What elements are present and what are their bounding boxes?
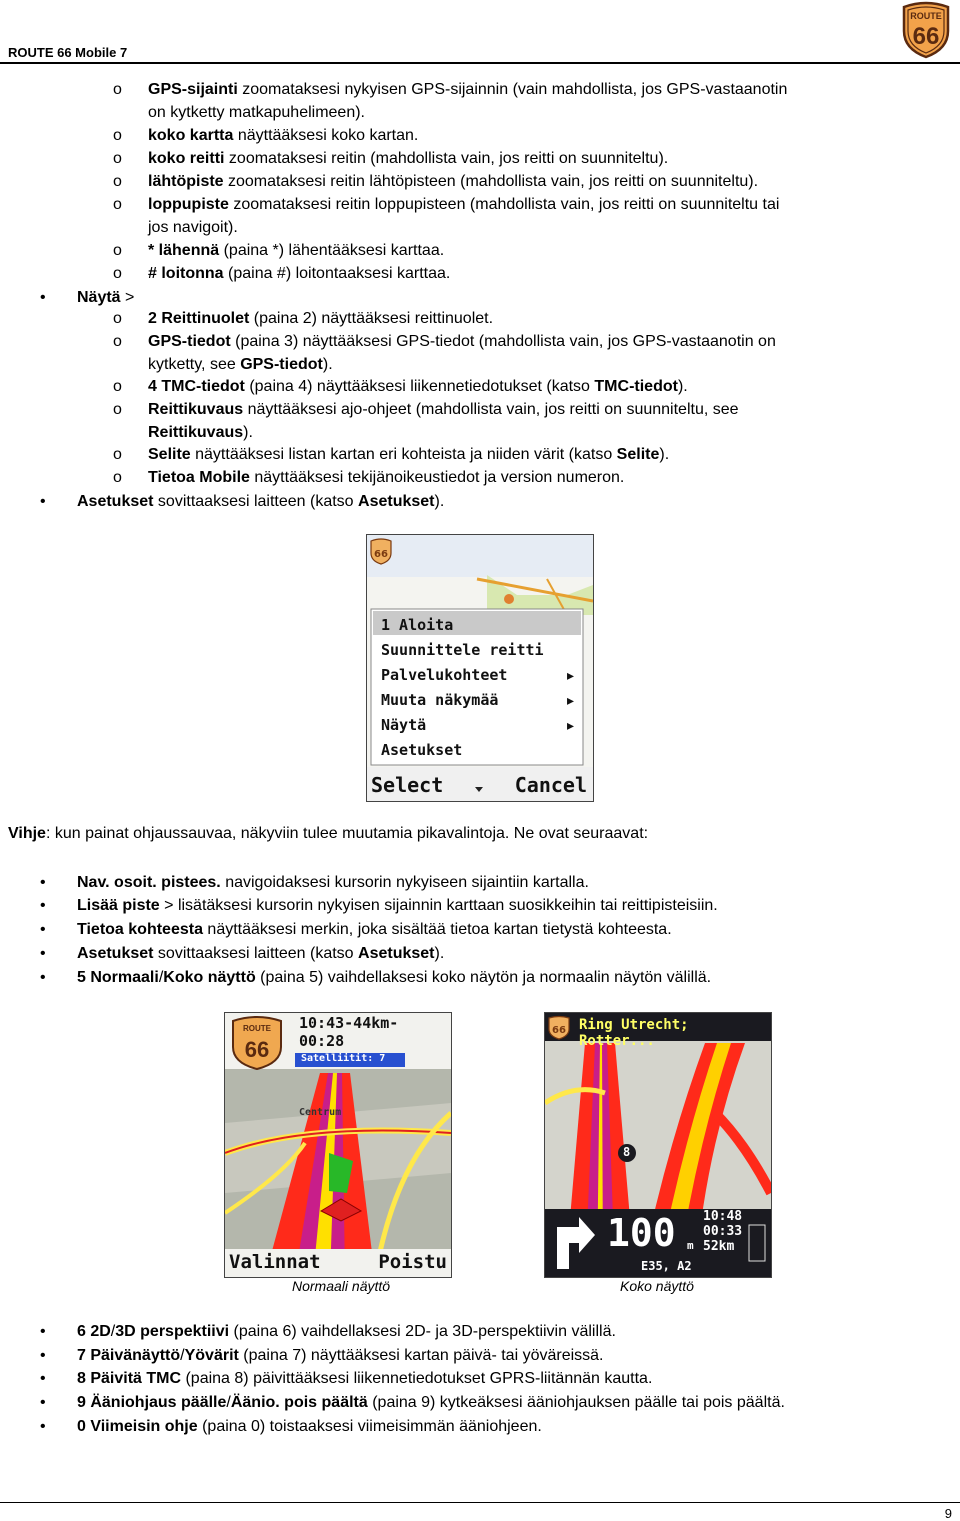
bullet: • bbox=[40, 493, 46, 510]
select-softkey[interactable]: Select bbox=[371, 773, 444, 797]
item-label: # loitonna bbox=[148, 265, 224, 282]
tip-label: Vihje bbox=[8, 825, 46, 842]
item-label: koko reitti bbox=[148, 150, 225, 167]
item-text: > lisätäksesi kursorin nykyisen sijainnin karttaan suosikkeihin tai reittipisteisiin. bbox=[159, 897, 718, 914]
item-label: Yövärit bbox=[184, 1347, 239, 1364]
badge-text: 66 bbox=[374, 549, 388, 560]
item-label: 8 Päivitä TMC bbox=[77, 1370, 182, 1387]
time-distance-readout: 10:43-44km- bbox=[299, 1014, 399, 1032]
item-label: Reittikuvaus bbox=[148, 401, 244, 418]
logo-number-text: 66 bbox=[912, 23, 940, 50]
item-text: / bbox=[158, 969, 164, 986]
bullet: • bbox=[40, 897, 46, 914]
sub-bullet: o bbox=[113, 242, 122, 259]
tip-paragraph bbox=[8, 825, 648, 843]
sub-bullet: o bbox=[113, 401, 122, 418]
satellite-count: Satelliitit: 7 bbox=[301, 1053, 386, 1064]
item-text: ). bbox=[243, 424, 253, 441]
bullet: • bbox=[40, 1323, 46, 1340]
item-label: Lisää piste bbox=[77, 897, 160, 914]
bullet: • bbox=[40, 1347, 46, 1364]
item-label: 9 Ääniohjaus päälle bbox=[77, 1394, 227, 1411]
item-label: 3D perspektiivi bbox=[115, 1323, 230, 1340]
sub-bullet: o bbox=[113, 150, 122, 167]
item-text: / bbox=[226, 1394, 231, 1411]
item-text: ). bbox=[659, 446, 670, 463]
submenu-arrow-icon: ▸ bbox=[567, 667, 575, 683]
bullet: • bbox=[40, 1394, 46, 1411]
item-text: (paina 8) päivittääksesi liikennetiedotukset GPRS-liitännän kautta. bbox=[181, 1370, 653, 1387]
item-text: näyttääksesi koko kartan. bbox=[233, 127, 419, 144]
road-number: E35, A2 bbox=[641, 1259, 692, 1273]
item-link: TMC-tiedot bbox=[594, 378, 678, 395]
item-text: (paina *) lähentääksesi karttaa. bbox=[219, 242, 445, 259]
bullet: • bbox=[40, 874, 46, 891]
route66-logo-icon bbox=[233, 1017, 281, 1069]
tip-text: : kun painat ohjaussauvaa, näkyviin tulee muutamia pikavalintoja. Ne ovat seuraavat: bbox=[45, 825, 649, 842]
remaining-distance: 52km bbox=[703, 1239, 735, 1254]
item-label: 4 TMC-tiedot bbox=[148, 378, 245, 395]
item-text: (paina 2) näyttääksesi reittinuolet. bbox=[249, 310, 494, 327]
item-label: Asetukset bbox=[77, 945, 154, 962]
item-label: Näytä bbox=[77, 289, 121, 306]
item-label: Äänio. pois päältä bbox=[230, 1394, 368, 1411]
item-text: (paina #) loitontaaksesi karttaa. bbox=[223, 265, 451, 282]
caption-full-view: Koko näyttö bbox=[620, 1278, 694, 1294]
logo-number-text: 66 bbox=[244, 1037, 270, 1062]
item-text: zoomataksesi reitin loppupisteen (mahdollista vain, jos reitti on suunniteltu tai bbox=[228, 196, 780, 213]
item-label: Tietoa kohteesta bbox=[77, 921, 203, 938]
menu-item-muuta-nakymaa[interactable]: Muuta näkymää bbox=[381, 691, 499, 709]
item-text: ). bbox=[322, 356, 333, 373]
route-marker-number: 8 bbox=[623, 1145, 631, 1159]
item-label: 6 2D bbox=[77, 1323, 111, 1340]
remaining-time: 00:33 bbox=[703, 1224, 743, 1239]
item-text: (paina 3) näyttääksesi GPS-tiedot (mahdollista vain, jos GPS-vastaanotin on bbox=[230, 333, 776, 350]
item-text: / bbox=[180, 1347, 185, 1364]
map-place-label: Centrum bbox=[299, 1107, 342, 1118]
arrival-time: 10:48 bbox=[703, 1209, 743, 1224]
logo-route-text: ROUTE bbox=[910, 11, 942, 21]
menu-item-palvelukohteet[interactable]: Palvelukohteet bbox=[381, 666, 508, 684]
sub-bullet: o bbox=[113, 446, 122, 463]
sub-bullet: o bbox=[113, 469, 122, 486]
time-readouts bbox=[703, 1209, 742, 1254]
item-text: ). bbox=[434, 493, 445, 510]
item-text: (paina 7) näyttääksesi kartan päivä- tai yöväreissä. bbox=[238, 1347, 604, 1364]
sub-bullet: o bbox=[113, 173, 122, 190]
item-text: (paina 5) vaihdellaksesi koko näytön ja normaalin näytön välillä. bbox=[255, 969, 712, 986]
badge-66-icon bbox=[371, 539, 391, 564]
item-text: (paina 6) vaihdellaksesi 2D- ja 3D-perspektiivin välillä. bbox=[229, 1323, 616, 1340]
submenu-arrow-icon: ▸ bbox=[567, 692, 575, 708]
item-label: lähtöpiste bbox=[148, 173, 224, 190]
item-label: GPS-sijainti bbox=[148, 81, 238, 98]
item-text: zoomataksesi reitin (mahdollista vain, jos reitti on suunniteltu). bbox=[224, 150, 669, 167]
header-divider bbox=[0, 62, 960, 64]
item-text: näyttääksesi listan kartan eri kohteista ja niiden värit (katso bbox=[190, 446, 617, 463]
item-text: zoomataksesi reitin lähtöpisteen (mahdollista vain, jos reitti on suunniteltu). bbox=[223, 173, 759, 190]
full-view-screenshot bbox=[544, 1012, 772, 1278]
logo-route-text: ROUTE bbox=[243, 1024, 271, 1033]
exit-softkey[interactable]: Poistu bbox=[378, 1251, 447, 1273]
item-label: koko kartta bbox=[148, 127, 234, 144]
item-link: Selite bbox=[616, 446, 660, 463]
sub-bullet: o bbox=[113, 265, 122, 282]
item-link: Asetukset bbox=[358, 945, 435, 962]
item-text: jos navigoit). bbox=[148, 219, 238, 236]
item-text: (paina 4) näyttääksesi liikennetiedotukset (katso bbox=[244, 378, 595, 395]
cancel-softkey[interactable]: Cancel bbox=[514, 773, 587, 797]
item-text: näyttääksesi merkin, joka sisältää tietoa kartan tietystä kohteesta. bbox=[202, 921, 672, 938]
item-label: Koko näyttö bbox=[163, 969, 256, 986]
page-header bbox=[0, 0, 960, 64]
item-text: ). bbox=[434, 945, 445, 962]
menu-item-aloita[interactable]: 1 Aloita bbox=[381, 616, 454, 634]
item-label: loppupiste bbox=[148, 196, 229, 213]
item-text: ). bbox=[677, 378, 688, 395]
distance-unit: m bbox=[687, 1239, 694, 1252]
item-text: näyttääksesi ajo-ohjeet (mahdollista vain, jos reitti on suunniteltu, see bbox=[243, 401, 739, 418]
normal-view-screenshot bbox=[224, 1012, 452, 1278]
menu-item-nayta[interactable]: Näytä bbox=[381, 716, 427, 734]
footer-divider bbox=[0, 1502, 960, 1503]
item-link: Asetukset bbox=[358, 493, 435, 510]
item-label: Selite bbox=[148, 446, 191, 463]
eta-readout: 00:28 bbox=[299, 1032, 345, 1050]
sub-bullet: o bbox=[113, 81, 122, 98]
badge-text: 66 bbox=[552, 1025, 566, 1036]
item-label: 2 Reittinuolet bbox=[148, 310, 250, 327]
item-label: GPS-tiedot bbox=[148, 333, 231, 350]
item-label: Asetukset bbox=[77, 493, 154, 510]
item-text: (paina 9) kytkeäksesi ääniohjauksen päälle tai pois päältä. bbox=[367, 1394, 785, 1411]
item-label: 7 Päivänäyttö bbox=[77, 1347, 181, 1364]
item-label: 5 Normaali bbox=[77, 969, 159, 986]
item-link: GPS-tiedot bbox=[240, 356, 323, 373]
bullet: • bbox=[40, 969, 46, 986]
bullet: • bbox=[40, 1370, 46, 1387]
submenu-arrow-icon: ▸ bbox=[567, 717, 575, 733]
route66-logo-icon bbox=[900, 1, 952, 59]
sub-bullet: o bbox=[113, 127, 122, 144]
sub-bullet: o bbox=[113, 333, 122, 350]
menu-item-suunnittele[interactable]: Suunnittele reitti bbox=[381, 641, 544, 659]
item-text: sovittaaksesi laitteen (katso bbox=[153, 493, 359, 510]
sub-bullet: o bbox=[113, 378, 122, 395]
caption-normal-view: Normaali näyttö bbox=[292, 1278, 391, 1294]
bullet: • bbox=[40, 945, 46, 962]
bullet: • bbox=[40, 921, 46, 938]
item-text: kytketty, see bbox=[148, 356, 241, 373]
menu-screenshot bbox=[366, 534, 594, 802]
distance-readout: 100 bbox=[607, 1211, 676, 1255]
item-text: (paina 0) toistaaksesi viimeisimmän ääniohjeen. bbox=[197, 1418, 542, 1435]
bullet: • bbox=[40, 1418, 46, 1435]
menu-item-asetukset[interactable]: Asetukset bbox=[381, 741, 463, 759]
item-text: navigoidaksesi kursorin nykyiseen sijaintiin kartalla. bbox=[220, 874, 589, 891]
item-text: / bbox=[110, 1323, 116, 1340]
sub-bullet: o bbox=[113, 310, 122, 327]
item-text: zoomataksesi nykyisen GPS-sijainnin (vain mahdollista, jos GPS-vastaanotin bbox=[237, 81, 788, 98]
item-text: on kytketty matkapuhelimeen). bbox=[148, 104, 365, 121]
item-label: Tietoa Mobile bbox=[148, 469, 250, 486]
bullet: • bbox=[40, 289, 46, 306]
item-text: sovittaaksesi laitteen (katso bbox=[153, 945, 359, 962]
badge-66-icon bbox=[549, 1017, 569, 1040]
options-softkey[interactable]: Valinnat bbox=[229, 1251, 321, 1273]
item-text: näyttääksesi tekijänoikeustiedot ja version numeron. bbox=[249, 469, 625, 486]
header-title: ROUTE 66 Mobile 7 bbox=[8, 45, 128, 60]
item-label: 0 Viimeisin ohje bbox=[77, 1418, 198, 1435]
page-number: 9 bbox=[944, 1506, 952, 1521]
item-text: > bbox=[120, 289, 135, 306]
item-label: * lähennä bbox=[148, 242, 220, 259]
sub-bullet: o bbox=[113, 196, 122, 213]
item-link: Reittikuvaus bbox=[148, 424, 244, 441]
road-name: Ring Utrecht; Rotter... bbox=[579, 1017, 689, 1049]
item-label: Nav. osoit. pistees. bbox=[77, 874, 221, 891]
